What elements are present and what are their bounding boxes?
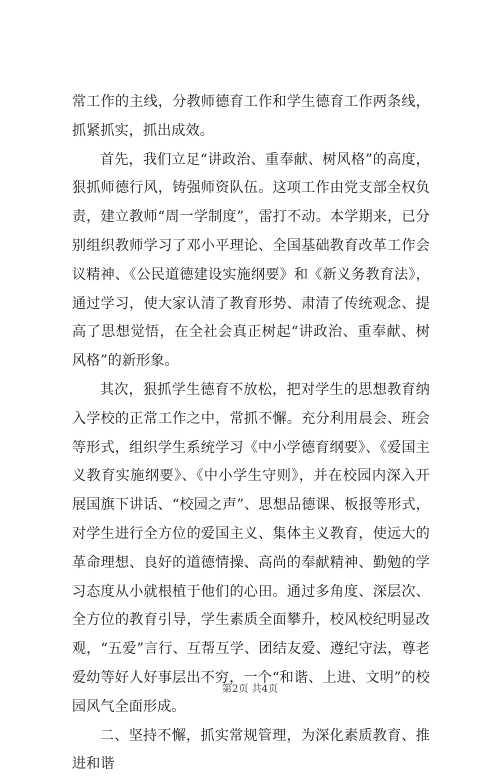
paragraph-student-ethics: 其次，狠抓学生德育不放松，把对学生的思想教育纳入学校的正常工作之中，常抓不懈。充分利用晨会、班会等形式，组织学生系统学习《中小学德育纲要》、《爱国主义教育实施纲要》、《中小学生守则》，并在校园内深入开展国旗下讲话、“校园之声”、思想品德课、板报等形式，对学生进行全方位的爱国主义、集体主义教育，使远大的革命理想、良好的道德情操、高尚的奉献精神、勤勉的学习态度从小就根植于他们的心田。通过多角度、深层次、全方位的教育引导，学生素质全面攀升，校风校纪明显改观，“五爱”言行、互帮互学、团结友爱、遵纪守法，尊老爱幼等好人好事层出不穷，一个“和谐、上进、文明”的校园风气全面形成。	[72, 381, 430, 715]
paragraph-continuation: 常工作的主线，分教师德育工作和学生德育工作两条线，抓紧抓实，抓出成效。	[72, 94, 430, 139]
paragraph-teacher-ethics: 首先，我们立足“讲政治、重奉献、树风格”的高度，狠抓师德行风，铸强师资队伍。这项工作由党支部全权负责，建立教师“周一学制度”，雷打不动。本学期来，已分别组织教师学习了邓小平理论、全国基础教育改革工作会议精神、《公民道德建设实施纲要》和《新义务教育法》，通过学习，使大家认清了教育形势、肃清了传统观念、提高了思想觉悟，在全社会真正树起“讲政治、重奉献、树风格”的新形象。	[72, 151, 430, 370]
document-body	[72, 88, 430, 779]
section-heading-routine-management: 二、坚持不懈，抓实常规管理，为深化素质教育、推进和谐	[72, 727, 430, 773]
page-number-footer: 第2页 共4页	[222, 684, 278, 695]
